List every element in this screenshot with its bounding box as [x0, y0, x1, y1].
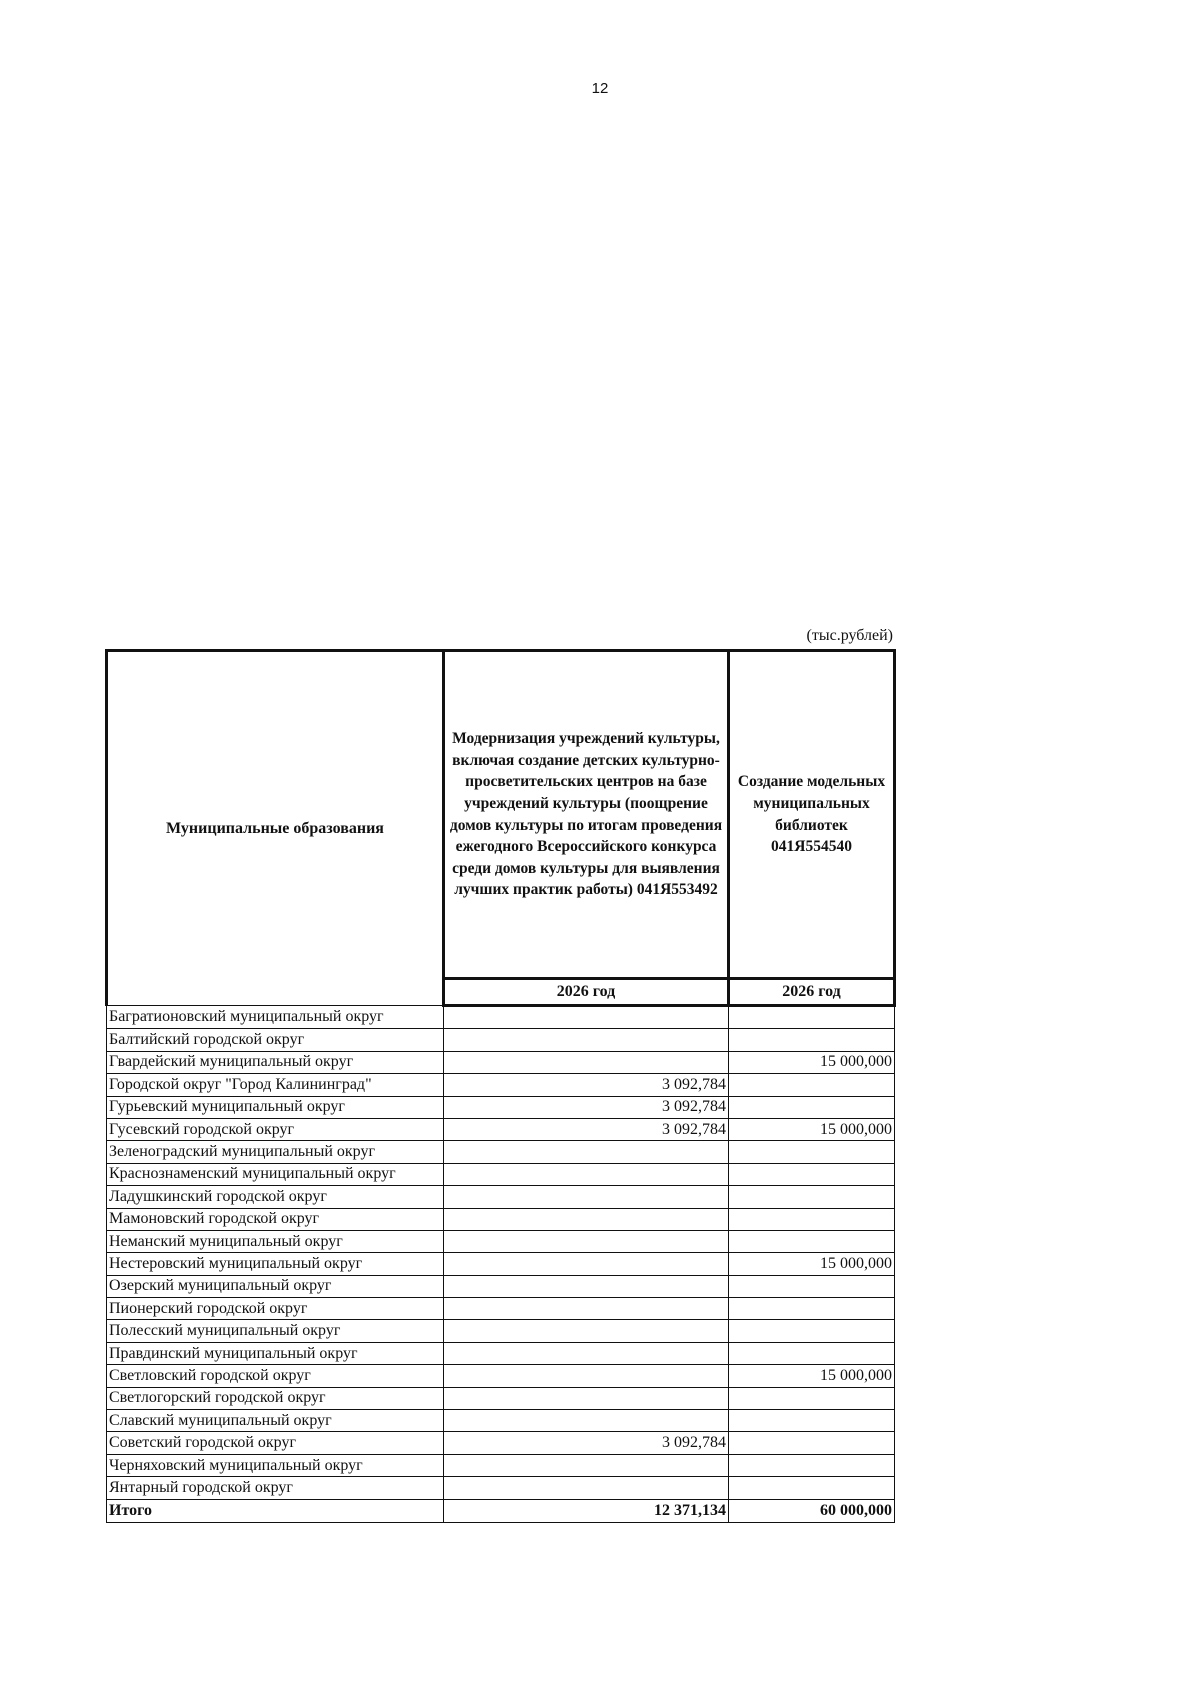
libraries-amount — [729, 1432, 895, 1454]
table-row — [107, 1298, 895, 1320]
table-row — [107, 1387, 895, 1409]
modernization-amount — [444, 1298, 729, 1320]
municipality-name: Черняховский муниципальный округ — [107, 1454, 444, 1476]
municipality-name: Славский муниципальный округ — [107, 1410, 444, 1432]
year-modernization: 2026 год — [444, 979, 729, 1006]
libraries-amount: 15 000,000 — [729, 1365, 895, 1387]
header-row — [107, 651, 895, 979]
table-row — [107, 1253, 895, 1275]
table-row — [107, 1320, 895, 1342]
municipality-name: Янтарный городской округ — [107, 1477, 444, 1499]
table-row — [107, 1432, 895, 1454]
libraries-amount — [729, 1387, 895, 1409]
libraries-amount: 15 000,000 — [729, 1051, 895, 1073]
header-modernization: Модернизация учреждений культуры, включая создание детских культурно-просветительских центров на базе учреждений культуры (поощрение домов культуры по итогам проведения ежегодного Всероссийского конкурса среди домов культуры для выявления лучших практик работы) 041Я553492 — [444, 651, 729, 979]
table-body — [107, 651, 895, 1523]
modernization-amount: 3 092,784 — [444, 1432, 729, 1454]
table-row — [107, 1074, 895, 1096]
municipality-name: Озерский муниципальный округ — [107, 1275, 444, 1297]
table-row — [107, 1029, 895, 1051]
municipality-name: Балтийский городской округ — [107, 1029, 444, 1051]
municipality-name: Светлогорский городской округ — [107, 1387, 444, 1409]
year-libraries: 2026 год — [729, 979, 895, 1006]
libraries-amount — [729, 1096, 895, 1118]
modernization-amount: 3 092,784 — [444, 1118, 729, 1140]
table-row — [107, 1051, 895, 1073]
libraries-amount — [729, 1320, 895, 1342]
total-row — [107, 1499, 895, 1522]
modernization-amount — [444, 1342, 729, 1364]
table-row — [107, 1365, 895, 1387]
modernization-amount — [444, 1477, 729, 1499]
page-number: 12 — [591, 80, 609, 97]
libraries-amount — [729, 1342, 895, 1364]
modernization-amount — [444, 1410, 729, 1432]
header-municipalities: Муниципальные образования — [107, 651, 444, 1006]
modernization-amount — [444, 1163, 729, 1185]
municipality-name: Гвардейский муниципальный округ — [107, 1051, 444, 1073]
table-row — [107, 1275, 895, 1297]
libraries-amount — [729, 1029, 895, 1051]
modernization-amount — [444, 1230, 729, 1252]
total-libraries: 60 000,000 — [729, 1499, 895, 1522]
modernization-amount — [444, 1454, 729, 1476]
municipality-name: Правдинский муниципальный округ — [107, 1342, 444, 1364]
modernization-amount — [444, 1275, 729, 1297]
header-libraries: Создание модельных муниципальных библиотек 041Я554540 — [729, 651, 895, 979]
modernization-amount — [444, 1320, 729, 1342]
table-row — [107, 1454, 895, 1476]
modernization-amount: 3 092,784 — [444, 1096, 729, 1118]
municipality-name: Мамоновский городской округ — [107, 1208, 444, 1230]
libraries-amount — [729, 1208, 895, 1230]
table-row — [107, 1230, 895, 1252]
modernization-amount — [444, 1365, 729, 1387]
municipality-name: Багратионовский муниципальный округ — [107, 1006, 444, 1029]
municipality-name: Зеленоградский муниципальный округ — [107, 1141, 444, 1163]
modernization-amount — [444, 1051, 729, 1073]
table-row — [107, 1208, 895, 1230]
table-row — [107, 1118, 895, 1140]
libraries-amount — [729, 1275, 895, 1297]
libraries-amount — [729, 1298, 895, 1320]
table-row — [107, 1141, 895, 1163]
libraries-amount — [729, 1074, 895, 1096]
libraries-amount — [729, 1454, 895, 1476]
table-row — [107, 1006, 895, 1029]
municipality-name: Городской округ "Город Калининград" — [107, 1074, 444, 1096]
municipality-name: Гусевский городской округ — [107, 1118, 444, 1140]
modernization-amount — [444, 1029, 729, 1051]
municipality-name: Светловский городской округ — [107, 1365, 444, 1387]
municipality-name: Полесский муниципальный округ — [107, 1320, 444, 1342]
modernization-amount — [444, 1208, 729, 1230]
libraries-amount — [729, 1141, 895, 1163]
municipality-name: Пионерский городской округ — [107, 1298, 444, 1320]
total-label: Итого — [107, 1499, 444, 1522]
total-modernization: 12 371,134 — [444, 1499, 729, 1522]
table-row — [107, 1096, 895, 1118]
modernization-amount — [444, 1387, 729, 1409]
libraries-amount — [729, 1230, 895, 1252]
modernization-amount — [444, 1186, 729, 1208]
modernization-amount — [444, 1141, 729, 1163]
table-row — [107, 1410, 895, 1432]
libraries-amount — [729, 1006, 895, 1029]
table-row — [107, 1342, 895, 1364]
units-label: (тыс.рублей) — [806, 627, 893, 644]
table-row — [107, 1477, 895, 1499]
libraries-amount — [729, 1186, 895, 1208]
municipality-name: Нестеровский муниципальный округ — [107, 1253, 444, 1275]
libraries-amount: 15 000,000 — [729, 1118, 895, 1140]
modernization-amount: 3 092,784 — [444, 1074, 729, 1096]
municipality-name: Неманский муниципальный округ — [107, 1230, 444, 1252]
modernization-amount — [444, 1253, 729, 1275]
municipality-name: Гурьевский муниципальный округ — [107, 1096, 444, 1118]
libraries-amount — [729, 1163, 895, 1185]
libraries-amount: 15 000,000 — [729, 1253, 895, 1275]
modernization-amount — [444, 1006, 729, 1029]
table-row — [107, 1186, 895, 1208]
libraries-amount — [729, 1410, 895, 1432]
budget-table — [105, 649, 896, 1523]
municipality-name: Советский городской округ — [107, 1432, 444, 1454]
table-row — [107, 1163, 895, 1185]
libraries-amount — [729, 1477, 895, 1499]
municipality-name: Краснознаменский муниципальный округ — [107, 1163, 444, 1185]
municipality-name: Ладушкинский городской округ — [107, 1186, 444, 1208]
